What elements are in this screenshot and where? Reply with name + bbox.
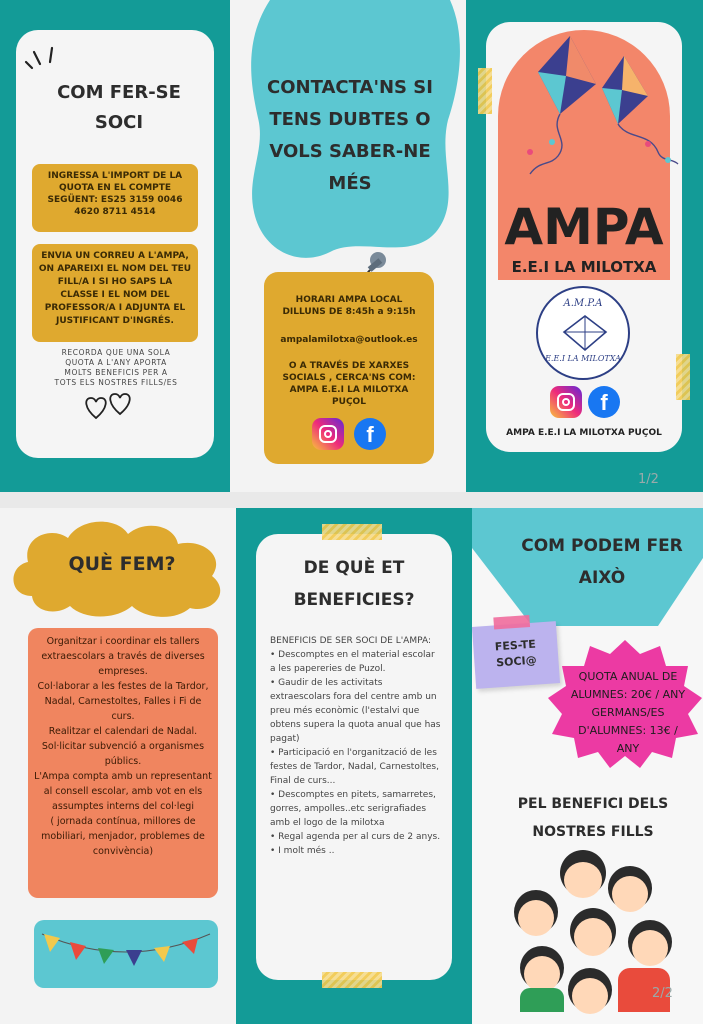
- soci-title: COM FER-SE SOCI: [57, 82, 181, 133]
- fem-body: Organitzar i coordinar els tallers extraescolars a través de diverses empreses. Col·laborar a les festes de la Tardor, Nadal, Carnestoltes, Falles i Fi de curs. Realitzar el calendari de Nadal. Sol·licitar subvenció a organismes públics. L'Ampa compta amb un representant al consell escolar, amb vot en els assumptes interns del col·legi ( jornada contínua, millores de mobiliari, menjador, problemes de convivència): [28, 628, 218, 898]
- hours-line-2: DILLUNS DE 8:45h a 9:15h: [282, 307, 416, 317]
- contact-box: [264, 272, 434, 464]
- soci-card: [16, 30, 214, 458]
- cover-card: [486, 22, 682, 452]
- cover-footer: AMPA E.E.I LA MILOTXA PUÇOL: [506, 428, 662, 438]
- fem-title: QUÈ FEM?: [68, 553, 176, 575]
- cover-title: AMPA: [504, 198, 664, 256]
- panel-cover: [466, 0, 703, 492]
- hours-line-1: HORARI AMPA LOCAL: [295, 295, 403, 305]
- page-1: [0, 0, 703, 492]
- instagram-icon[interactable]: [312, 418, 344, 450]
- quota-text: QUOTA ANUAL DE ALUMNES: 20€ / ANY GERMANS/ES D'ALUMNES: 13€ / ANY: [570, 670, 686, 755]
- list-item: • Descomptes en pitets, samarretes, gorres, ampolles..etc serigrafiades amb el logo de la milotxa: [270, 790, 436, 828]
- logo-top-text: A.M.P.A: [563, 298, 603, 309]
- cover-social-icons: [550, 386, 620, 418]
- contact-social: O A TRAVÉS DE XARXES SOCIALS , CERCA'NS COM: AMPA E.E.I LA MILOTXA PUÇOL: [282, 361, 416, 407]
- panel-fem: [0, 508, 236, 1024]
- contact-email[interactable]: ampalamilotxa@outlook.es: [280, 335, 418, 345]
- hearts-icon: [82, 390, 138, 422]
- panel-podem: [472, 508, 703, 1024]
- page-number-1: 1/2: [638, 472, 659, 487]
- panel-contact: [230, 0, 466, 492]
- kites-illustration: [500, 32, 680, 182]
- tape-top: [322, 524, 382, 540]
- beneficis-card: [256, 534, 452, 980]
- podem-title: COM PODEM FER AIXÒ: [521, 536, 683, 588]
- sparkle-lines-icon: [24, 44, 64, 74]
- beneficis-list: [270, 634, 442, 858]
- beneficis-title: DE QUÈ ET BENEFICIES?: [293, 558, 415, 610]
- sticky-note-text: FES-TE SOCI@: [494, 637, 538, 670]
- facebook-icon[interactable]: f: [354, 418, 386, 450]
- beneficis-intro: BENEFICIS DE SER SOCI DE L'AMPA:: [270, 636, 431, 646]
- bunting-flags-icon: [40, 924, 212, 984]
- soci-box-1: INGRESSA L'IMPORT DE LA QUOTA EN EL COMPTE SEGÜENT: ES25 3159 0046 4620 8711 4514: [32, 164, 198, 232]
- list-item: • I molt més ..: [270, 846, 335, 856]
- tape-right: [676, 354, 690, 400]
- list-item: • Participació en l'organització de les festes de Tardor, Nadal, Carnestoltes, Final de curs...: [270, 748, 439, 786]
- list-item: • Regal agenda per al curs de 2 anys.: [270, 832, 441, 842]
- cover-subtitle: E.E.I LA MILOTXA: [511, 258, 657, 276]
- ampa-logo: [536, 286, 630, 380]
- page-2: [0, 508, 703, 1024]
- contact-title: CONTACTA'NS SI TENS DUBTES O VOLS SABER-NE MÉS: [267, 77, 433, 194]
- benefit-title: PEL BENEFICI DELS NOSTRES FILLS: [517, 796, 669, 840]
- bunting-card: [34, 920, 218, 988]
- tape-left: [478, 68, 492, 114]
- logo-kite-icon: [560, 314, 610, 354]
- logo-bottom-text: E.E.I LA MILOTXA: [545, 354, 621, 363]
- soci-note: RECORDA QUE UNA SOLA QUOTA A L'ANY APORTA MOLTS BENEFICIS PER A TOTS ELS NOSTRES FILLS/ES: [54, 348, 178, 387]
- facebook-icon[interactable]: f: [588, 386, 620, 418]
- panel-beneficis: [236, 508, 472, 1024]
- social-icons: [274, 418, 424, 450]
- list-item: • Gaudir de les activitats extraescolars fora del centre amb un preu més econòmic (l'estalvi que obtens supera la quota anual que has pagat): [270, 678, 441, 744]
- list-item: • Descomptes en el material escolar a les papereries de Puzol.: [270, 650, 435, 674]
- soci-box-2: ENVIA UN CORREU A L'AMPA, ON APAREIXI EL NOM DEL TEU FILL/A I SI HO SAPS LA CLASSE I EL NOM DEL PROFESSOR/A I ADJUNTA EL JUSTIFICANT D'INGRÉS.: [32, 244, 198, 342]
- panel-soci: [0, 0, 230, 492]
- tape-bottom: [322, 972, 382, 988]
- page-number-2: 2/2: [652, 986, 673, 1001]
- instagram-icon[interactable]: [550, 386, 582, 418]
- sticky-note: [472, 621, 560, 689]
